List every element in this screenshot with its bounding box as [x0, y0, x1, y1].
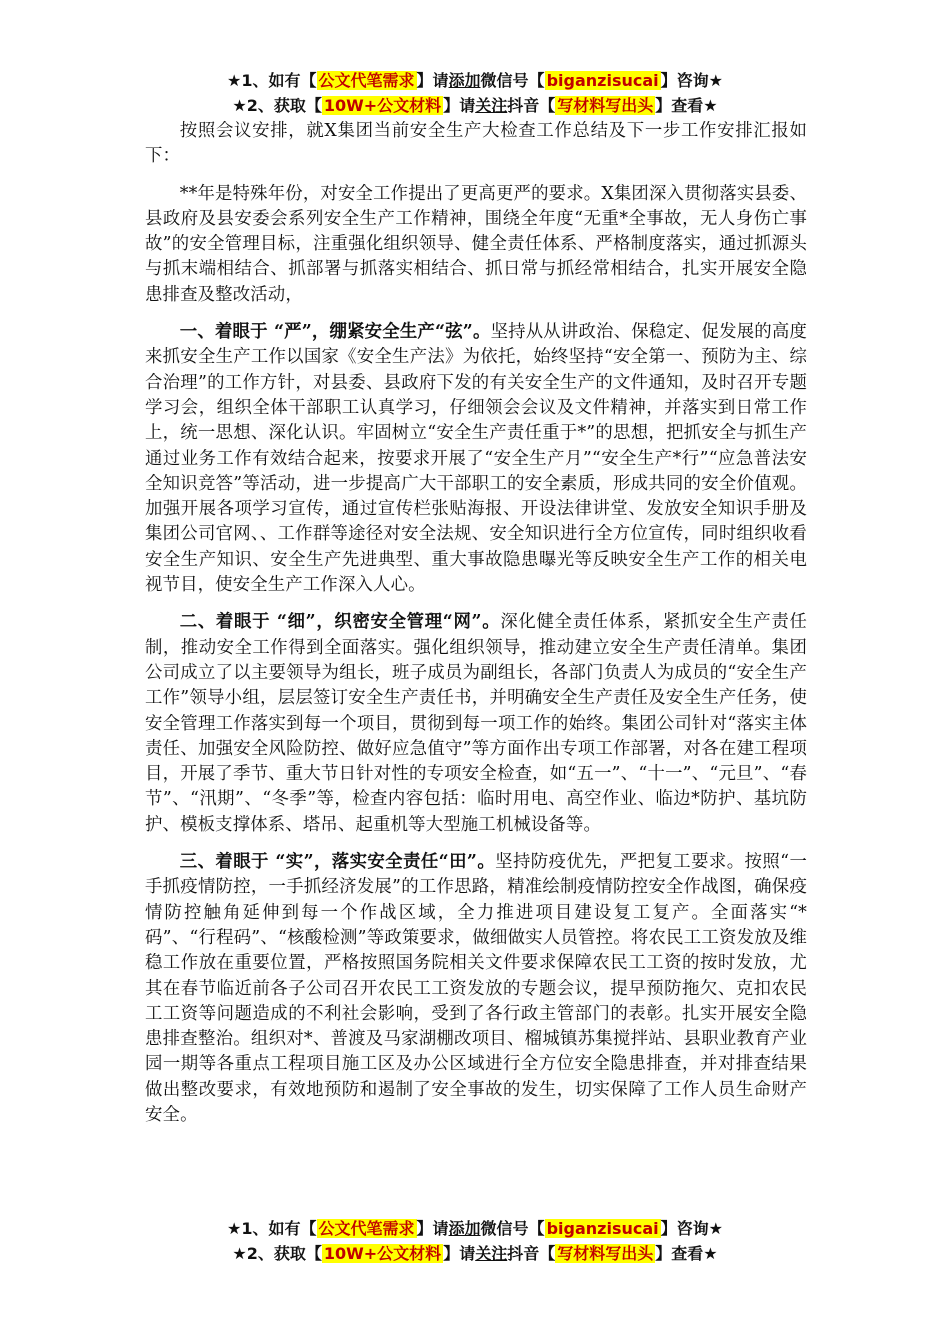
section-2-paragraph	[145, 610, 807, 838]
section-3-body: 坚持防疫优先，严把复工要求。按照“一手抓疫情防控，一手抓经济发展”的工作思路，精准绘制疫情防控安全作战图，确保疫情防控触角延伸到每一个作战区域，全力推进项目建设复工复产。全面落实“*码”、“行程码”、“核酸检测”等政策要求，做细做实人员管控。将农民工工资发放及维稳工作放在重要位置，严格按照国务院相关文件要求保障农民工工资的按时发放，尤其在春节临近前各子公司召开农民工工资发放的专题会议，提早预防拖欠、克扣农民工工资等问题造成的不利社会影响，受到了各行政主管部门的表彰。扎实开展安全隐患排查整治。组织对*、普渡及马家湖棚改项目、榴城镇苏集搅拌站、县职业教育产业园一期等各重点工程项目施工区及办公区域进行全方位安全隐患排查，并对排查结果做出整改要求，有效地预防和遏制了安全事故的发生，切实保障了工作人员生命财产安全。	[145, 852, 807, 1125]
promo-line-2	[0, 93, 950, 118]
promo-text: 微信号【	[480, 71, 545, 90]
promo-highlight: 写材料写出头	[557, 96, 654, 115]
promo-highlight: 10W+公文材料	[323, 1244, 442, 1263]
promo-text: 抖音【	[507, 1244, 556, 1263]
promo-text: 】请	[416, 1219, 449, 1238]
promo-text: 】查看★	[655, 96, 718, 115]
section-2-body: 深化健全责任体系，紧抓安全生产责任制，推动安全工作得到全面落实。强化组织领导，推动建立安全生产责任清单。集团公司成立了以主要领导为组长，班子成员为副组长，各部门负责人为成员的“安全生产工作”领导小组，层层签订安全生产责任书，并明确安全生产责任及安全生产任务，使安全管理工作落实到每一个项目，贯彻到每一项工作的始终。集团公司针对“落实主体责任、加强安全风险防控、做好应急值守”等方面作出专项工作部署，对各在建工程项目，开展了季节、重大节日针对性的专项安全检查，如“五一”、“十一”、“元旦”、“春节”、“汛期”、“冬季”等，检查内容包括：临时用电、高空作业、临边*防护、基坑防护、模板支撑体系、塔吊、起重机等大型施工机械设备等。	[145, 612, 807, 835]
promo-underlined: 关注	[475, 1244, 508, 1263]
overview-paragraph: **年是特殊年份，对安全工作提出了更高更严的要求。X集团深入贯彻落实县委、县政府及县安委会系列安全生产工作精神，围绕全年度“无重*全事故，无人身伤亡事故”的安全管理目标，注重强化组织领导、健全责任体系、严格制度落实，通过抓源头与抓末端相结合、抓部署与抓落实相结合、抓日常与抓经常相结合，扎实开展安全隐患排查及整改活动，	[145, 183, 807, 305]
promo-text: ★2、获取【	[232, 96, 322, 115]
section-1-body: 坚持从从讲政治、保稳定、促发展的高度来抓安全生产工作以国家《安全生产法》为依托，始终坚持“安全第一、预防为主、综合治理”的工作方针，对县委、县政府下发的有关安全生产的文件通知，及时召开专题学习会，组织全体干部职工认真学习，仔细领会会议及文件精神，并落实到日常工作上，统一思想、深化认识。牢固树立“安全生产责任重于*”的思想，把抓安全与抓生产通过业务工作有效结合起来，按要求开展了“安全生产月”“安全生产*行”“应急普法安全知识竞答”等活动，进一步提高广大干部职工的安全素质，形成共同的安全价值观。加强开展各项学习宣传，通过宣传栏张贴海报、开设法律讲堂、发放安全知识手册及集团公司官网、、工作群等途径对安全法规、安全知识进行全方位宣传，同时组织收看安全生产知识、安全生产先进典型、重大事故隐患曝光等反映安全生产工作的相关电视节目，使安全生产工作深入人心。	[145, 322, 807, 596]
promo-highlight: 10W+公文材料	[323, 96, 442, 115]
promo-highlight: 写材料写出头	[557, 1244, 654, 1263]
promo-line-1	[0, 68, 950, 93]
section-2-heading: 二、着眼于 “细”，织密安全管理“网”。	[179, 612, 501, 633]
section-3-heading: 三、着眼于 “实”，落实安全责任“田”。	[179, 852, 496, 873]
promo-underlined: 关注	[475, 96, 508, 115]
promo-text: 】请	[416, 71, 449, 90]
promo-line-1	[0, 1216, 950, 1241]
section-1-paragraph	[145, 320, 807, 598]
promo-underlined: 添加	[448, 1219, 481, 1238]
promo-highlight: biganzisucai	[546, 1219, 659, 1238]
promo-banner-bottom	[0, 1216, 950, 1266]
promo-text: ★1、如有【	[227, 1219, 317, 1238]
section-1-heading: 一、着眼于 “严”，绷紧安全生产“弦”。	[179, 322, 491, 343]
promo-highlight: biganzisucai	[546, 71, 659, 90]
promo-text: ★1、如有【	[227, 71, 317, 90]
promo-text: 】请	[443, 96, 476, 115]
promo-text: 】咨询★	[660, 1219, 723, 1238]
promo-line-2	[0, 1241, 950, 1266]
promo-text: 抖音【	[507, 96, 556, 115]
promo-text: 】咨询★	[660, 71, 723, 90]
promo-text: 】请	[443, 1244, 476, 1263]
promo-text: 微信号【	[480, 1219, 545, 1238]
promo-highlight: 公文代笔需求	[318, 1219, 415, 1238]
promo-text: 】查看★	[655, 1244, 718, 1263]
section-3-paragraph	[145, 850, 807, 1128]
promo-highlight: 公文代笔需求	[318, 71, 415, 90]
promo-text: ★2、获取【	[232, 1244, 322, 1263]
document-body	[145, 119, 807, 1140]
intro-paragraph: 按照会议安排，就X集团当前安全生产大检查工作总结及下一步工作安排汇报如下：	[145, 121, 807, 167]
promo-underlined: 添加	[448, 71, 481, 90]
promo-banner-top	[0, 68, 950, 118]
